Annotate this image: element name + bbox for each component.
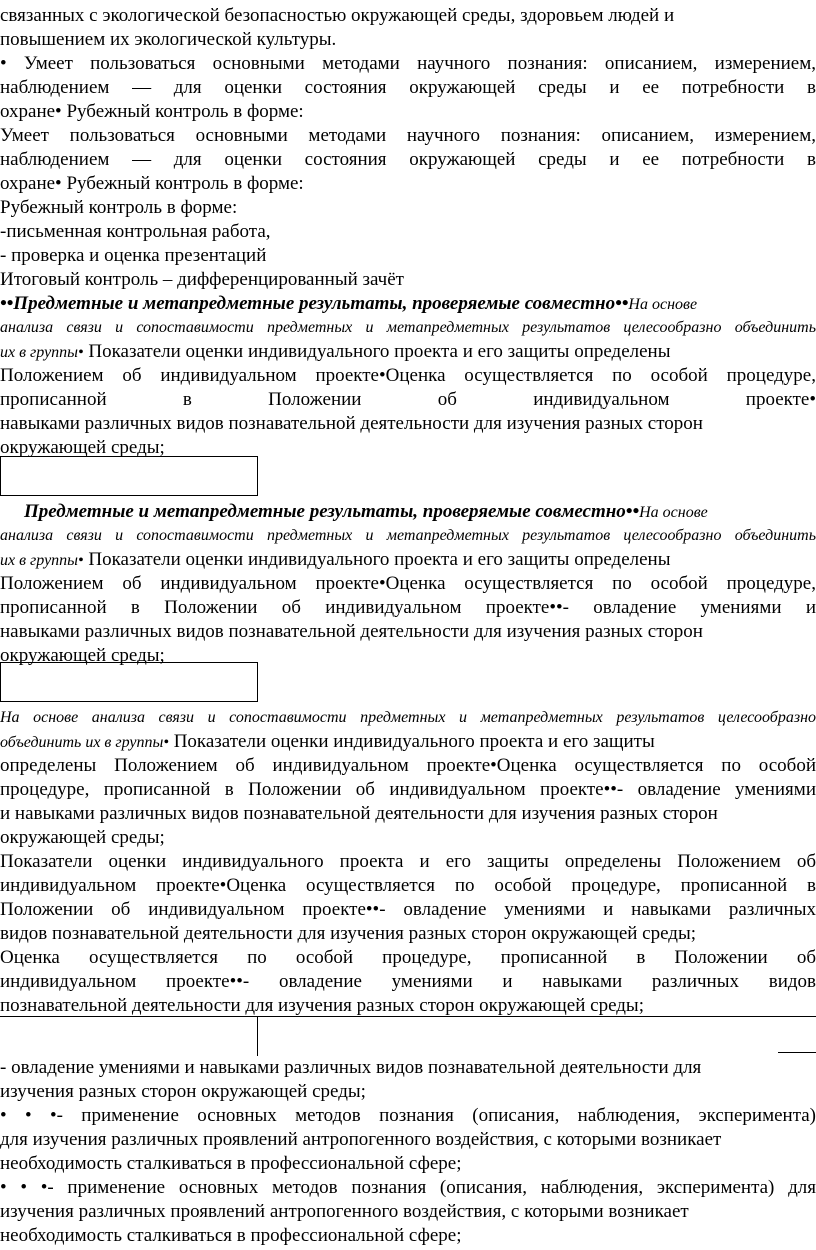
text-line: • • •- применение основных методов познания (описания, наблюдения, эксперимента) для (0, 1177, 816, 1198)
text-line: охране• Рубежный контроль в форме: (0, 173, 304, 194)
text-line: Оценка осуществляется по особой процедуре, прописанной в Положении об (0, 947, 816, 968)
mixed-line (0, 730, 816, 754)
italic-line: На основе анализа связи и сопоставимости предметных и метапредметных результатов целесообразно (0, 709, 816, 726)
text-line: навыками различных видов познавательной деятельности для изучения разных сторон (0, 621, 703, 642)
text-span: Показатели оценки индивидуального проекта и его защиты определены (88, 549, 671, 570)
text-line: связанных с экологической безопасностью окружающей среды, здоровьем людей и (0, 5, 675, 26)
text-line: -письменная контрольная работа, (0, 221, 271, 242)
empty-cell-box (0, 456, 258, 496)
text-line: Умеет пользоваться основными методами научного познания: описанием, измерением, (0, 125, 816, 146)
italic-note: их в группы• (0, 344, 84, 361)
text-line: • Умеет пользоваться основными методами научного познания: описанием, измерением, (0, 53, 816, 74)
section-heading-line (24, 500, 816, 524)
text-line: прописанной в Положении об индивидуальном проекте••- овладение умениями и (0, 597, 816, 618)
text-line: прописанной в Положении об индивидуальном проекте• (0, 389, 816, 410)
text-line: - проверка и оценка презентаций (0, 245, 267, 266)
text-line: Положении об индивидуальном проекте••- овладение умениями и навыками различных (0, 899, 816, 920)
text-line: Положением об индивидуальном проекте•Оценка осуществляется по особой процедуре, (0, 365, 816, 386)
text-line: познавательной деятельности для изучения разных сторон окружающей среды; (0, 995, 644, 1016)
text-line: Положением об индивидуальном проекте•Оценка осуществляется по особой процедуре, (0, 573, 816, 594)
text-line: и навыками различных видов познавательной деятельности для изучения разных сторон (0, 803, 718, 824)
text-line: необходимость сталкиваться в профессиональной сфере; (0, 1153, 462, 1174)
text-line: окружающей среды; (0, 645, 165, 666)
text-line: для изучения различных проявлений антропогенного воздействия, с которыми возникает (0, 1129, 722, 1150)
text-line: Рубежный контроль в форме: (0, 197, 238, 218)
section-heading: ••Предметные и метапредметные результаты, проверяемые совместно•• (0, 293, 629, 314)
mixed-line (0, 548, 816, 572)
text-span: Показатели оценки индивидуального проекта и его защиты определены (88, 341, 671, 362)
text-line: повышением их экологической культуры. (0, 29, 337, 50)
text-line: процедуре, прописанной в Положении об индивидуальном проекте••- овладение умениями (0, 779, 816, 800)
mixed-line (0, 340, 816, 364)
cell-divider (257, 1016, 258, 1056)
text-line: Итоговый контроль – дифференцированный зачёт (0, 269, 404, 290)
italic-line: анализа связи и сопоставимости предметных и метапредметных результатов целесообразно объединить (0, 319, 816, 336)
text-line: наблюдением — для оценки состояния окружающей среды и ее потребности в (0, 149, 816, 170)
text-line: изучения различных проявлений антропогенного воздействия, с которыми возникает (0, 1201, 689, 1222)
text-line: необходимость сталкиваться в профессиональной сфере; (0, 1225, 462, 1246)
text-line: видов познавательной деятельности для изучения разных сторон окружающей среды; (0, 923, 696, 944)
horizontal-rule (0, 1016, 816, 1017)
short-rule (778, 1052, 816, 1053)
italic-note: их в группы• (0, 552, 84, 569)
text-line: изучения разных сторон окружающей среды; (0, 1081, 366, 1102)
text-line: индивидуальном проекте••- овладение умениями и навыками различных видов (0, 971, 816, 992)
text-line: Показатели оценки индивидуального проекта и его защиты определены Положением об (0, 851, 816, 872)
italic-note: объединить их в группы• (0, 734, 169, 751)
text-span: Показатели оценки индивидуального проекта и его защиты (173, 731, 655, 752)
text-line: индивидуальном проекте•Оценка осуществляется по особой процедуре, прописанной в (0, 875, 816, 896)
section-heading: Предметные и метапредметные результаты, проверяемые совместно•• (24, 501, 640, 522)
text-line: окружающей среды; (0, 827, 165, 848)
text-line: навыками различных видов познавательной деятельности для изучения разных сторон (0, 413, 703, 434)
italic-note: На основе (639, 504, 708, 521)
text-line: наблюдением — для оценки состояния окружающей среды и ее потребности в (0, 77, 816, 98)
italic-note: На основе (628, 296, 698, 313)
empty-cell-box (0, 662, 258, 702)
text-line: окружающей среды; (0, 437, 165, 458)
section-heading-line (0, 292, 816, 316)
italic-line: анализа связи и сопоставимости предметных и метапредметных результатов целесообразно объединить (0, 527, 816, 544)
text-line: охране• Рубежный контроль в форме: (0, 101, 304, 122)
text-line: - овладение умениями и навыками различных видов познавательной деятельности для (0, 1057, 702, 1078)
text-line: • • •- применение основных методов познания (описания, наблюдения, эксперимента) (0, 1105, 816, 1126)
text-line: определены Положением об индивидуальном проекте•Оценка осуществляется по особой (0, 755, 816, 776)
